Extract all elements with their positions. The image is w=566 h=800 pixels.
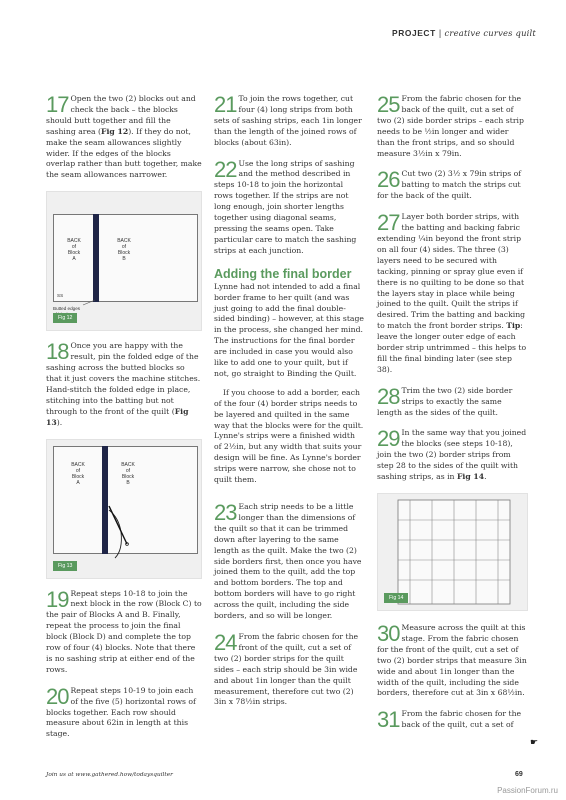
continue-arrow-icon: ☛ [530,738,539,748]
block-a-label: BACK of Block A [71,461,85,486]
watermark: PassionForum.ru [497,786,558,795]
pointer-line-icon [47,192,203,332]
step-25: 25 From the fabric chosen for the back of the quilt, cut a set of two (2) side border strips – each strip needs to be ½in longer and wider than the front strips, and so should measure 3½in x 79in. [377,92,524,158]
page-number: 69 [515,771,523,778]
body-paragraph: If you choose to add a border, each of the four (4) border strips needs to be layered and quilted in the same way that the blocks were for the quilt. Lynne's strips were a finished width of 2½in, but any width that suits your design will be fine. As Lynne's border strips were narrow, she chose not to quilt them. [214,387,364,485]
page-header: PROJECT | creative curves quilt [392,28,536,38]
ss-label: SS [57,293,64,299]
figure-tag: Fig 13 [53,561,77,571]
figure-13 [46,439,202,579]
figure-12 [46,191,202,331]
step-number: 17 [46,92,69,117]
step-19: 19 Repeat steps 10-18 to join the next block in the row (Block C) to the pair of Blocks A and B. Finally, repeat the process to join the final block (Block D) and complete the top row of four (4) blocks. Note that there is no sashing strip at either end of the rows. [46,586,202,674]
step-26: 26 Cut two (2) 3½ x 79in strips of batting to match the strips cut for the back of the quilt. [377,167,522,201]
step-27: 27 Layer both border strips, with the batting and backing fabric extending ¼in beyond the front strip on all four (4) sides. The three (3) layers need to be secured with tacking, pinning or spray glue even if there is no quilting to be done so that the layers stay in place while being joined to the quilt. Quilt the strips if desired. Trim the batting and backing to match the front border strips. Tip: leave the longer outer edge of each border strip untrimmed – this helps to fill the final binding later (see step 38). [377,210,527,374]
figure-14 [377,493,528,611]
step-number: 24 [214,629,237,655]
step-22: 22 Use the long strips of sashing and the method described in steps 10-18 to join the horizontal rows together. If the strips are not long enough, join shorter lengths together using diagonal seams, pressing the seams open. Take particular care to match the sashing strips at each junction. [214,156,357,255]
step-number: 27 [377,210,400,236]
step-17: 17 Open the two (2) blocks out and check the back – the blocks should butt together and fill the sashing area (Fig 12). If they do not, make the seam allowances slightly wider. If the edges of the blocks overlap rather than butt together, make the seam allowances narrower. [46,92,202,180]
figure-ref: Fig 14 [456,472,485,482]
figure-tag: Fig 14 [384,593,408,603]
step-23: 23 Each strip needs to be a little longer than the dimensions of the quilt so that it can be trimmed down after layering to the same length as the quilt. Make the two (2) side borders first, then once you have joined them to the quilt, add the top and bottom borders. The top and bottom borders will have to go right across the quilt, including the side borders, and so will be longer. [214,500,362,621]
step-number: 19 [46,586,69,612]
step-number: 31 [377,707,400,733]
section-label: PROJECT [392,28,436,38]
step-21: 21 To join the rows together, cut four (4) long strips from both sets of sashing strips, each 1in longer than the length of the joined rows of blocks (about 63in). [214,92,362,147]
project-title: creative curves quilt [444,28,536,38]
step-number: 30 [377,621,400,646]
butted-edges-label: Butted edges [53,306,81,312]
step-number: 18 [46,339,69,365]
column-1 [46,94,202,750]
footer-website: Join us at www.gathered.how/todaysquilter [46,772,173,778]
section-heading: Adding the final border [214,266,352,281]
step-31: 31 From the fabric chosen for the back of the quilt, cut a set of [377,707,522,733]
step-number: 23 [214,500,237,525]
body-paragraph: Lynne had not intended to add a final border frame to her quilt (and was just going to add the final double-sided binding) – however, at this stage in the process, she changed her mind. The instructions for the final border are included in case you would also like to add one to your quilt, but if not, go straight to Binding the Quilt. [214,281,364,378]
step-number: 29 [377,426,400,452]
step-30: 30 Measure across the quilt at this stage. From the fabric chosen for the front of the quilt, cut a set of two (2) border strips that measure 3in wide and about 1in longer than the width of the quilt, including the side borders, therefore cut at 3in x 68½in. [377,621,527,698]
step-29: 29 In the same way that you joined the blocks (see steps 10-18), join the two (2) border strips from step 28 to the sides of the quilt with sashing strips, as in Fig 14. [377,426,527,482]
tip-label: Tip [506,321,521,331]
column-3 [377,94,528,741]
column-2 [214,94,364,718]
figure-ref: Fig 12 [101,126,129,136]
figure-tag: Fig 12 [53,313,77,323]
block-b-label: BACK of Block B [121,461,135,486]
step-number: 26 [377,167,400,193]
block-b-label: BACK of Block B [117,238,131,263]
step-number: 28 [377,383,400,409]
needle-thread-icon [47,440,203,580]
step-number: 25 [377,92,400,117]
block-a-label: BACK of Block A [67,238,81,263]
step-20: 20 Repeat steps 10-19 to join each of the five (5) horizontal rows of blocks together. Each row should measure about 62in in length at this stage. [46,683,196,739]
step-number: 20 [46,683,69,709]
step-28: 28 Trim the two (2) side border strips to exactly the same length as the sides of the quilt. [377,383,513,417]
step-number: 21 [214,92,237,117]
step-24: 24 From the fabric chosen for the front of the quilt, cut a set of two (2) border strips for the quilt sides – each strip should be 3in wide and about 1in longer than the quilt measurement, therefore cut two (2) 3in x 78½in strips. [214,629,359,707]
step-18: 18 Once you are happy with the result, pin the folded edge of the sashing across the butted blocks so that it just covers the machine stitches. Hand-stitch the folded edge in place, stitching into the batting but not through to the front of the quilt (Fig 13). [46,339,201,427]
step-number: 22 [214,156,237,182]
figure-ref: Fig 13 [46,406,189,427]
